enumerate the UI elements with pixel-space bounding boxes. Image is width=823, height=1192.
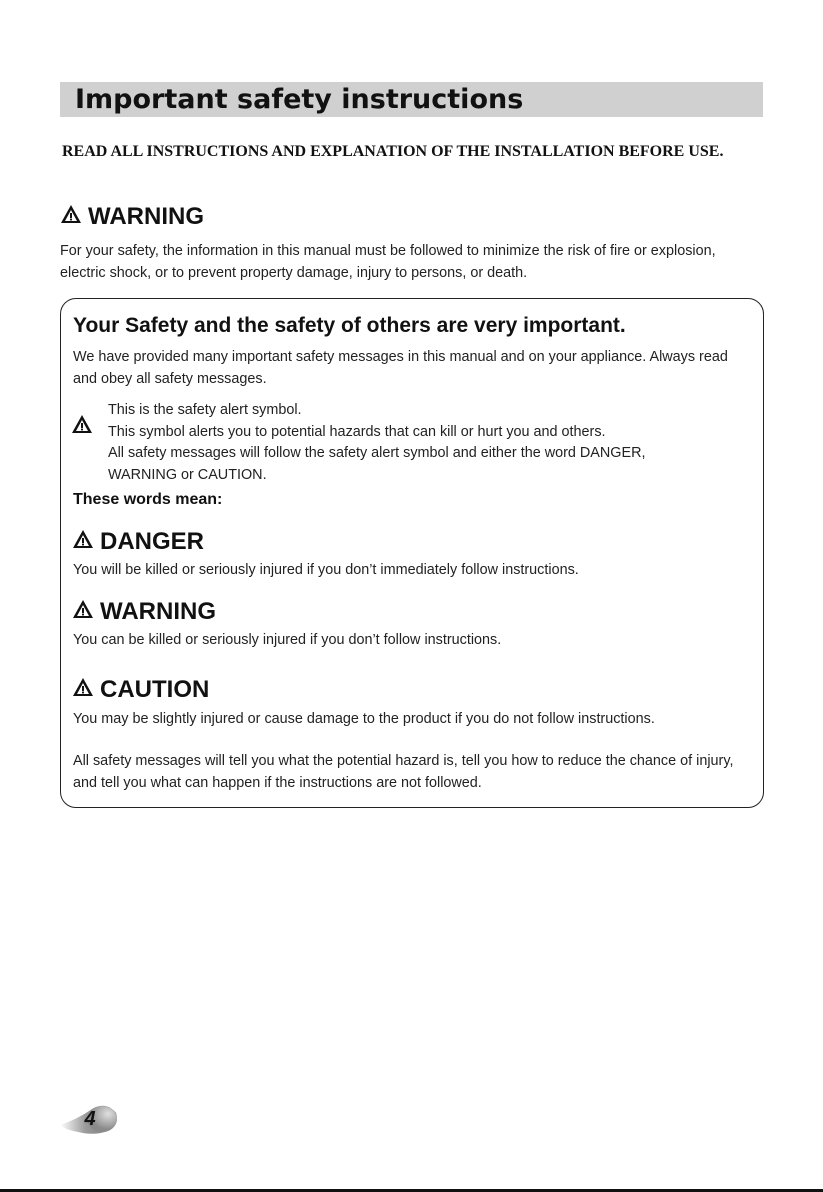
safety-alert-symbol-icon <box>71 414 93 439</box>
warning-level-heading <box>72 597 216 627</box>
safety-box-title: Your Safety and the safety of others are very important. <box>73 314 626 337</box>
danger-heading-label: DANGER <box>100 528 205 555</box>
safety-intro: We have provided many important safety messages in this manual and on your appliance. Always read and obey all safety messages. <box>73 349 728 387</box>
caution-description: You may be slightly injured or cause damage to the product if you do not follow instructions. <box>73 711 655 727</box>
words-mean-heading: These words mean: <box>73 491 223 508</box>
caution-heading-label: CAUTION <box>100 676 210 703</box>
warning-triangle-icon <box>60 203 82 231</box>
alert-line: WARNING or CAUTION. <box>108 466 267 483</box>
closing-paragraph: All safety messages will tell you what the potential hazard is, tell you how to reduce the chance of injury, and tell you what can happen if the instructions are not followed. <box>73 753 734 791</box>
danger-description: You will be killed or seriously injured if you don’t immediately follow instructions. <box>73 562 579 578</box>
warning-description: For your safety, the information in this manual must be followed to minimize the risk of fire or explosion, electric shock, or to prevent property damage, injury to persons, or death. <box>60 243 716 281</box>
caution-triangle-icon <box>72 676 94 704</box>
warning-heading <box>60 202 204 232</box>
page-title <box>60 82 763 117</box>
read-all-notice: READ ALL INSTRUCTIONS AND EXPLANATION OF THE INSTALLATION BEFORE USE. <box>62 143 724 160</box>
page-title-text: Important safety instructions <box>75 84 524 115</box>
warning-triangle-icon <box>72 598 94 626</box>
caution-heading <box>72 675 209 705</box>
danger-triangle-icon <box>72 528 94 556</box>
warning-level-label: WARNING <box>100 598 216 625</box>
alert-line: All safety messages will follow the safety alert symbol and either the word DANGER, <box>108 445 646 461</box>
alert-line: This symbol alerts you to potential hazards that can kill or hurt you and others. <box>108 423 606 440</box>
page-number: 4 <box>84 1108 96 1130</box>
warning-heading-label: WARNING <box>88 203 204 230</box>
alert-line: This is the safety alert symbol. <box>108 402 302 418</box>
danger-heading <box>72 527 204 557</box>
warning-level-description: You can be killed or seriously injured if you don’t follow instructions. <box>73 632 502 648</box>
safety-alert-description <box>108 400 758 486</box>
